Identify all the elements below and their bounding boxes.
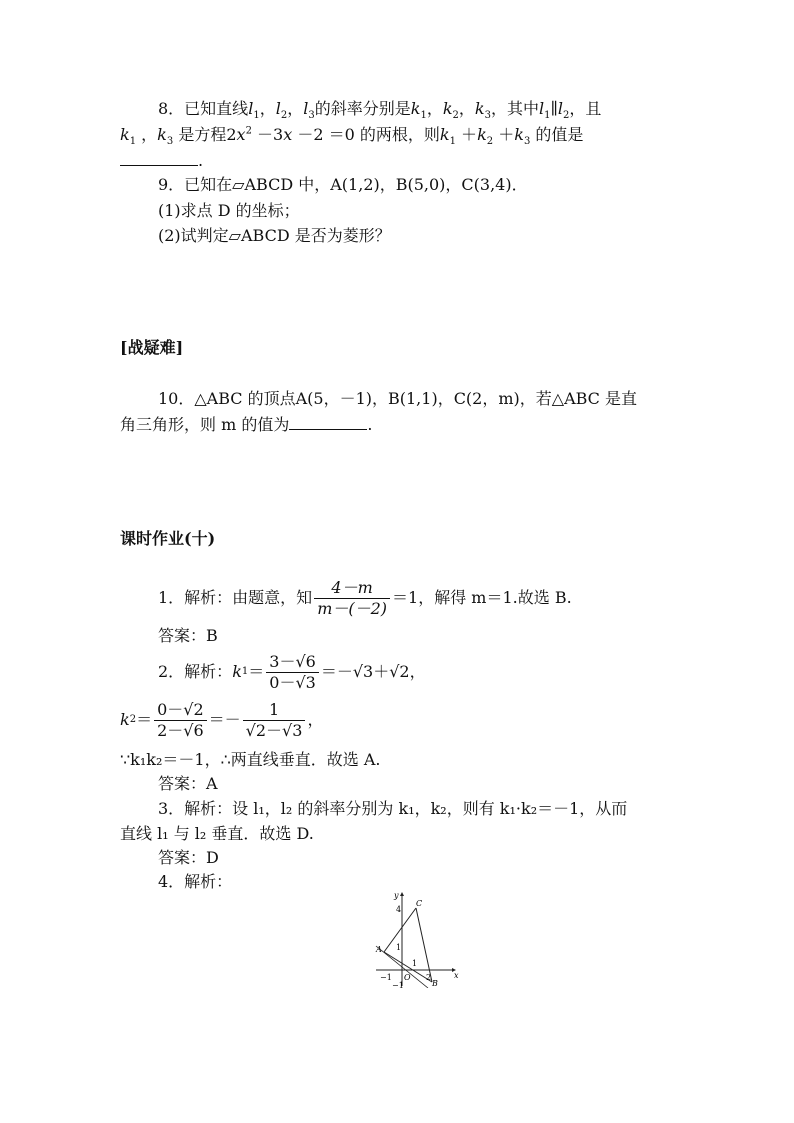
a2-k2-den2: √2－√3 <box>245 720 303 740</box>
a2-k1-den: 0－√3 <box>269 672 316 692</box>
a2-k1-result: ＝－√3＋√2， <box>320 662 426 681</box>
answers-title: 课时作业(十) <box>120 529 216 548</box>
q8-text: －2 ＝0 的两根，则 <box>297 125 440 144</box>
q10-line1: 10．△ABC 的顶点A(5，－1)，B(1,1)，C(2，m)，若△ABC 是直 <box>158 389 638 408</box>
y-axis-arrow <box>400 892 404 896</box>
a1-answer: 答案：B <box>158 626 218 645</box>
q8-text: －3 <box>257 125 284 144</box>
q8-text: 是方程2 <box>178 125 237 144</box>
answer-2-line1: 2．解析： k 1 ＝ $\frac{3-√6}{0-√3}$ ＝－√3＋√2， <box>158 651 426 692</box>
a2-k1-fraction <box>266 652 319 693</box>
q9-sub2: (2)试判定▱ABCD 是否为菱形？ <box>158 226 391 245</box>
label-x: x <box>454 971 459 980</box>
a3-line2: 直线 l₁ 与 l₂ 垂直．故选 D. <box>120 824 314 843</box>
section-hard-heading: [战疑难] <box>120 338 184 357</box>
q8-text: ，其中 <box>491 99 540 118</box>
q8-text: 的值是 <box>535 125 584 144</box>
a2-k2-end: ， <box>307 710 324 729</box>
a2-k1-num: 3－√6 <box>266 652 319 673</box>
label-B: B <box>432 979 438 988</box>
a2-k2-num2: 1 <box>243 700 306 721</box>
a2-k2-num: 0－√2 <box>154 700 207 721</box>
a1-num: 4－m <box>314 578 390 599</box>
a2-k2-mid: ＝－ <box>208 710 241 729</box>
a3-answer: 答案：D <box>158 848 219 867</box>
q10-line2: 角三角形，则 m 的值为 . <box>120 415 373 434</box>
tick-x-1: 1 <box>412 959 418 968</box>
tick-x-2: 2 <box>426 973 432 982</box>
a4-prefix: 4．解析： <box>158 872 233 891</box>
a2-prefix: 2．解析： <box>158 662 233 681</box>
a2-k2-fraction <box>154 700 207 741</box>
label-A: A <box>376 945 382 954</box>
q8-text: 的斜率分别是 <box>314 99 411 118</box>
answer-blank <box>289 415 367 430</box>
q8-text: ，且 <box>569 99 602 118</box>
q8-text: 8．已知直线 <box>158 99 249 118</box>
q8-line2: $k_1$ ，$k_3$ 是方程$2x^2 -3x -2 =0$ 的两根，则$k_1 +k_2 +k_3$ 的值是 <box>120 125 584 148</box>
answer-2-line2: k 2 ＝ $\frac{0-√2}{2-√6}$ ＝－ $\frac{1}{√2-√3}$ ， <box>120 699 324 740</box>
a1-fraction <box>314 578 390 619</box>
a2-answer: 答案：A <box>158 774 218 793</box>
q10-text: 角三角形，则 m 的值为 <box>120 415 290 434</box>
q8-answer-blank: . <box>120 149 680 173</box>
tick-y-4: 4 <box>396 905 402 914</box>
q9-sub1: (1)求点 D 的坐标； <box>158 201 300 220</box>
coordinate-figure <box>372 888 462 988</box>
a2-k2-fraction2 <box>243 700 306 741</box>
segment-CB <box>416 908 432 982</box>
q8-line1: 8．已知直线$l_1$，$l_2$，$l_3$的斜率分别是$k_1$，$k_2$，$k_3$，其中$l_1\parallel l_2$，且 <box>158 99 602 122</box>
answer-blank <box>120 151 198 166</box>
label-y: y <box>394 891 399 900</box>
q9-line1: 9．已知在▱ABCD 中，A(1,2)，B(5,0)，C(3,4)． <box>158 175 528 194</box>
label-O: O <box>404 973 411 982</box>
answer-1-line <box>158 574 718 622</box>
a2-k2-den: 2－√6 <box>157 720 204 740</box>
tick-y-minus1: −1 <box>392 981 404 988</box>
a2-conclusion: ∵k₁k₂＝－1，∴两直线垂直．故选 A. <box>120 750 381 769</box>
a1-prefix: 1．解析：由题意，知 <box>158 588 313 607</box>
label-C: C <box>416 899 423 908</box>
tick-y-1: 1 <box>396 943 402 952</box>
a1-den: m－(－2) <box>317 598 388 618</box>
a1-suffix: ＝1，解得 m＝1.故选 B. <box>392 588 572 607</box>
a3-line1: 3．解析：设 l₁，l₂ 的斜率分别为 k₁，k₂，则有 k₁·k₂＝－1，从而 <box>158 799 628 818</box>
tick-x-minus1: −1 <box>380 973 392 982</box>
